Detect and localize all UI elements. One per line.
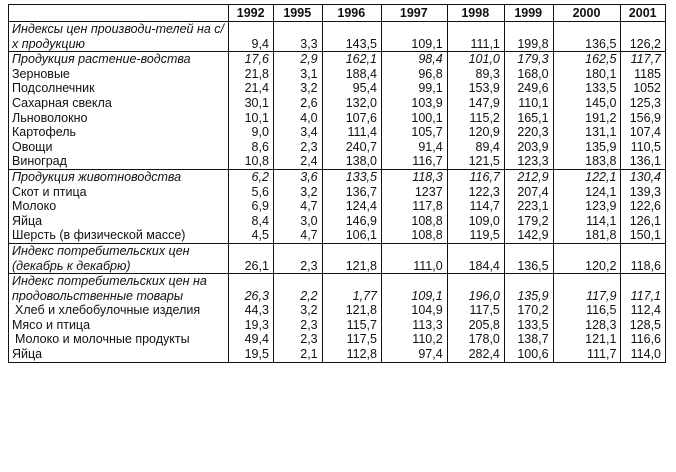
value-cell: 110,5: [621, 140, 666, 155]
value-cell: 124,4: [322, 199, 381, 214]
value-cell: 3,2: [273, 303, 322, 318]
value-cell: 146,9: [322, 214, 381, 229]
value-cell: 4,0: [273, 111, 322, 126]
value-cell: 4,7: [273, 228, 322, 243]
value-cell: 191,2: [553, 111, 621, 126]
value-cell: 156,9: [621, 111, 666, 126]
table-row: [9, 199, 666, 214]
value-cell: 98,4: [381, 52, 447, 67]
header-cell-year: 1992: [229, 5, 274, 22]
value-cell: 128,3: [553, 318, 621, 333]
row-label: Продукция животноводства: [9, 169, 229, 184]
value-cell: 8,6: [229, 140, 274, 155]
value-cell: 2,4: [273, 154, 322, 169]
value-cell: 223,1: [504, 199, 553, 214]
value-cell: 138,0: [322, 154, 381, 169]
row-label: Подсолнечник: [9, 81, 229, 96]
value-cell: 136,7: [322, 185, 381, 200]
value-cell: 179,3: [504, 52, 553, 67]
value-cell: 220,3: [504, 125, 553, 140]
value-cell: 142,9: [504, 228, 553, 243]
value-cell: 1,77: [322, 274, 381, 304]
price-index-table-container: [8, 4, 666, 363]
value-cell: 199,8: [504, 22, 553, 52]
value-cell: 116,7: [447, 169, 504, 184]
row-label: Яйца: [9, 347, 229, 362]
price-index-table: [8, 4, 666, 363]
value-cell: 101,0: [447, 52, 504, 67]
value-cell: 109,0: [447, 214, 504, 229]
value-cell: 126,1: [621, 214, 666, 229]
value-cell: 19,3: [229, 318, 274, 333]
value-cell: 115,2: [447, 111, 504, 126]
value-cell: 107,6: [322, 111, 381, 126]
value-cell: 179,2: [504, 214, 553, 229]
table-row: [9, 81, 666, 96]
value-cell: 3,0: [273, 214, 322, 229]
value-cell: 131,1: [553, 125, 621, 140]
row-label: Льноволокно: [9, 111, 229, 126]
value-cell: 8,4: [229, 214, 274, 229]
table-row: [9, 96, 666, 111]
value-cell: 118,3: [381, 169, 447, 184]
value-cell: 112,8: [322, 347, 381, 362]
value-cell: 123,9: [553, 199, 621, 214]
value-cell: 89,4: [447, 140, 504, 155]
value-cell: 1237: [381, 185, 447, 200]
table-row: [9, 332, 666, 347]
value-cell: 121,8: [322, 303, 381, 318]
value-cell: 2,3: [273, 318, 322, 333]
value-cell: 3,4: [273, 125, 322, 140]
value-cell: 147,9: [447, 96, 504, 111]
value-cell: 9,0: [229, 125, 274, 140]
value-cell: 108,8: [381, 214, 447, 229]
value-cell: 196,0: [447, 274, 504, 304]
row-label: Хлеб и хлебобулочные изделия: [9, 303, 229, 318]
value-cell: 2,2: [273, 274, 322, 304]
value-cell: 180,1: [553, 67, 621, 82]
value-cell: 178,0: [447, 332, 504, 347]
value-cell: 26,1: [229, 243, 274, 273]
value-cell: 2,3: [273, 243, 322, 273]
value-cell: 19,5: [229, 347, 274, 362]
value-cell: 114,1: [553, 214, 621, 229]
value-cell: 145,0: [553, 96, 621, 111]
row-label: Картофель: [9, 125, 229, 140]
value-cell: 136,5: [553, 22, 621, 52]
value-cell: 110,2: [381, 332, 447, 347]
value-cell: 49,4: [229, 332, 274, 347]
table-row: [9, 67, 666, 82]
table-row: [9, 52, 666, 67]
value-cell: 6,9: [229, 199, 274, 214]
header-cell-year: 2001: [621, 5, 666, 22]
value-cell: 117,7: [621, 52, 666, 67]
value-cell: 116,5: [553, 303, 621, 318]
header-cell-year: 1995: [273, 5, 322, 22]
value-cell: 3,6: [273, 169, 322, 184]
value-cell: 121,1: [553, 332, 621, 347]
header-cell-year: 1997: [381, 5, 447, 22]
value-cell: 115,7: [322, 318, 381, 333]
value-cell: 207,4: [504, 185, 553, 200]
row-label: Виноград: [9, 154, 229, 169]
value-cell: 116,6: [621, 332, 666, 347]
value-cell: 165,1: [504, 111, 553, 126]
value-cell: 100,6: [504, 347, 553, 362]
value-cell: 30,1: [229, 96, 274, 111]
value-cell: 117,5: [447, 303, 504, 318]
value-cell: 44,3: [229, 303, 274, 318]
value-cell: 1185: [621, 67, 666, 82]
value-cell: 282,4: [447, 347, 504, 362]
value-cell: 3,2: [273, 81, 322, 96]
row-label: Индекс потребительских цен на продовольственные товары: [9, 274, 229, 304]
value-cell: 120,9: [447, 125, 504, 140]
value-cell: 112,4: [621, 303, 666, 318]
row-label: Индексы цен производи-телей на с/х продукцию: [9, 22, 229, 52]
value-cell: 91,4: [381, 140, 447, 155]
value-cell: 114,7: [447, 199, 504, 214]
value-cell: 105,7: [381, 125, 447, 140]
value-cell: 153,9: [447, 81, 504, 96]
value-cell: 130,4: [621, 169, 666, 184]
value-cell: 205,8: [447, 318, 504, 333]
row-label: Мясо и птица: [9, 318, 229, 333]
row-label: Молоко: [9, 199, 229, 214]
table-row: [9, 185, 666, 200]
value-cell: 26,3: [229, 274, 274, 304]
value-cell: 136,1: [621, 154, 666, 169]
value-cell: 4,5: [229, 228, 274, 243]
value-cell: 2,3: [273, 332, 322, 347]
table-row: [9, 125, 666, 140]
value-cell: 126,2: [621, 22, 666, 52]
value-cell: 96,8: [381, 67, 447, 82]
value-cell: 139,3: [621, 185, 666, 200]
value-cell: 181,8: [553, 228, 621, 243]
header-cell-year: 1999: [504, 5, 553, 22]
value-cell: 124,1: [553, 185, 621, 200]
header-row: [9, 5, 666, 22]
table-row: [9, 22, 666, 52]
header-cell-label: [9, 5, 229, 22]
value-cell: 117,8: [381, 199, 447, 214]
row-label: Продукция растение-водства: [9, 52, 229, 67]
table-row: [9, 154, 666, 169]
row-label: Овощи: [9, 140, 229, 155]
value-cell: 6,2: [229, 169, 274, 184]
row-label: Скот и птица: [9, 185, 229, 200]
value-cell: 89,3: [447, 67, 504, 82]
value-cell: 109,1: [381, 22, 447, 52]
value-cell: 104,9: [381, 303, 447, 318]
value-cell: 119,5: [447, 228, 504, 243]
value-cell: 2,3: [273, 140, 322, 155]
table-row: [9, 274, 666, 304]
value-cell: 249,6: [504, 81, 553, 96]
row-label: Молоко и молочные продукты: [9, 332, 229, 347]
value-cell: 95,4: [322, 81, 381, 96]
value-cell: 9,4: [229, 22, 274, 52]
table-row: [9, 169, 666, 184]
value-cell: 110,1: [504, 96, 553, 111]
table-row: [9, 214, 666, 229]
value-cell: 162,5: [553, 52, 621, 67]
value-cell: 162,1: [322, 52, 381, 67]
value-cell: 111,1: [447, 22, 504, 52]
value-cell: 121,8: [322, 243, 381, 273]
value-cell: 17,6: [229, 52, 274, 67]
value-cell: 123,3: [504, 154, 553, 169]
row-label: Сахарная свекла: [9, 96, 229, 111]
value-cell: 100,1: [381, 111, 447, 126]
row-label: Зерновые: [9, 67, 229, 82]
value-cell: 2,6: [273, 96, 322, 111]
value-cell: 21,8: [229, 67, 274, 82]
value-cell: 240,7: [322, 140, 381, 155]
value-cell: 136,5: [504, 243, 553, 273]
row-label: Индекс потребительских цен (декабрь к декабрю): [9, 243, 229, 273]
value-cell: 111,7: [553, 347, 621, 362]
value-cell: 150,1: [621, 228, 666, 243]
value-cell: 10,8: [229, 154, 274, 169]
value-cell: 143,5: [322, 22, 381, 52]
value-cell: 133,5: [504, 318, 553, 333]
value-cell: 97,4: [381, 347, 447, 362]
value-cell: 121,5: [447, 154, 504, 169]
value-cell: 122,1: [553, 169, 621, 184]
table-row: [9, 303, 666, 318]
value-cell: 135,9: [553, 140, 621, 155]
value-cell: 133,5: [553, 81, 621, 96]
value-cell: 111,4: [322, 125, 381, 140]
value-cell: 5,6: [229, 185, 274, 200]
table-row: [9, 243, 666, 273]
value-cell: 117,1: [621, 274, 666, 304]
row-label: Яйца: [9, 214, 229, 229]
value-cell: 108,8: [381, 228, 447, 243]
value-cell: 117,5: [322, 332, 381, 347]
value-cell: 4,7: [273, 199, 322, 214]
value-cell: 184,4: [447, 243, 504, 273]
value-cell: 2,9: [273, 52, 322, 67]
table-row: [9, 140, 666, 155]
value-cell: 203,9: [504, 140, 553, 155]
value-cell: 113,3: [381, 318, 447, 333]
header-cell-year: 1998: [447, 5, 504, 22]
value-cell: 2,1: [273, 347, 322, 362]
header-cell-year: 1996: [322, 5, 381, 22]
value-cell: 106,1: [322, 228, 381, 243]
value-cell: 10,1: [229, 111, 274, 126]
value-cell: 128,5: [621, 318, 666, 333]
value-cell: 111,0: [381, 243, 447, 273]
header-cell-year: 2000: [553, 5, 621, 22]
table-row: [9, 111, 666, 126]
value-cell: 122,6: [621, 199, 666, 214]
value-cell: 188,4: [322, 67, 381, 82]
value-cell: 183,8: [553, 154, 621, 169]
value-cell: 3,1: [273, 67, 322, 82]
value-cell: 138,7: [504, 332, 553, 347]
value-cell: 133,5: [322, 169, 381, 184]
value-cell: 21,4: [229, 81, 274, 96]
table-row: [9, 318, 666, 333]
table-row: [9, 347, 666, 362]
value-cell: 3,3: [273, 22, 322, 52]
value-cell: 99,1: [381, 81, 447, 96]
value-cell: 170,2: [504, 303, 553, 318]
value-cell: 212,9: [504, 169, 553, 184]
value-cell: 168,0: [504, 67, 553, 82]
value-cell: 109,1: [381, 274, 447, 304]
value-cell: 114,0: [621, 347, 666, 362]
value-cell: 132,0: [322, 96, 381, 111]
value-cell: 120,2: [553, 243, 621, 273]
row-label: Шерсть (в физической массе): [9, 228, 229, 243]
value-cell: 122,3: [447, 185, 504, 200]
value-cell: 1052: [621, 81, 666, 96]
value-cell: 103,9: [381, 96, 447, 111]
value-cell: 116,7: [381, 154, 447, 169]
value-cell: 125,3: [621, 96, 666, 111]
value-cell: 3,2: [273, 185, 322, 200]
value-cell: 117,9: [553, 274, 621, 304]
value-cell: 107,4: [621, 125, 666, 140]
value-cell: 135,9: [504, 274, 553, 304]
table-row: [9, 228, 666, 243]
table-body: [9, 22, 666, 363]
value-cell: 118,6: [621, 243, 666, 273]
